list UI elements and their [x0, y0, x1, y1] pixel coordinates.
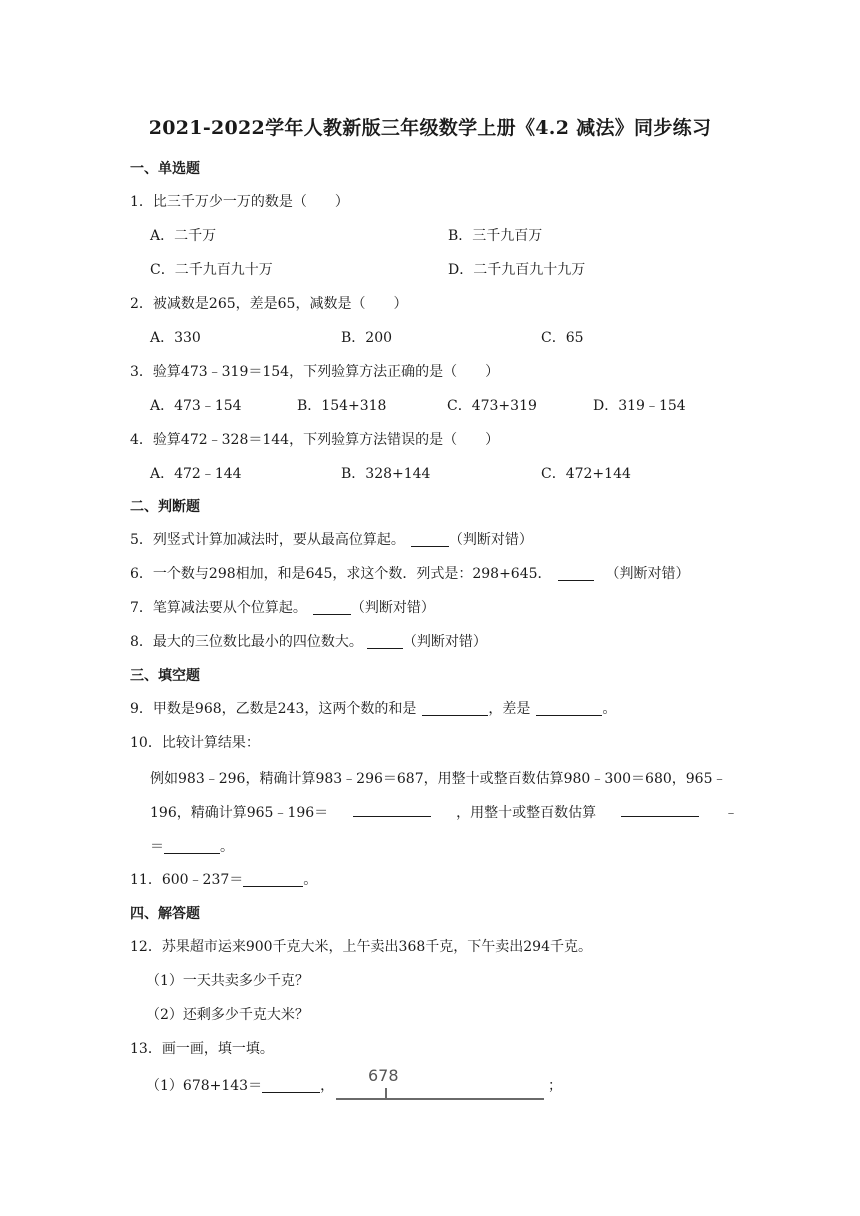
question-10-end: 。: [220, 839, 234, 855]
question-13-equation: （1）678+143＝: [146, 1078, 263, 1094]
question-8-suffix: （判断对错）: [402, 634, 487, 650]
section-heading-solve: 四、解答题: [130, 906, 200, 922]
question-10-line-3: [150, 836, 234, 856]
answer-blank[interactable]: [313, 600, 351, 615]
question-10-estimate-text: ，用整十或整百数估算: [456, 805, 597, 821]
question-1-option-d: D．二千九百九十九万: [448, 262, 586, 278]
question-9-mid: ，差是: [488, 701, 531, 717]
number-line-label: 678: [368, 1066, 399, 1085]
question-10-minus-sign: ﹣: [723, 805, 738, 821]
question-5: [130, 529, 533, 549]
answer-blank[interactable]: [243, 872, 303, 887]
question-11-text: 11．600﹣237＝: [130, 872, 244, 888]
section-heading-fill-blank: 三、填空题: [130, 668, 200, 684]
answer-blank[interactable]: [558, 566, 594, 581]
page-title: 2021-2022学年人教新版三年级数学上册《4.2 减法》同步练习: [148, 117, 712, 139]
answer-blank[interactable]: [367, 634, 403, 649]
question-7: [130, 597, 435, 617]
question-7-suffix: （判断对错）: [350, 600, 435, 616]
question-13-part-1: [146, 1075, 334, 1095]
number-line: [336, 1098, 544, 1100]
question-1-option-c: C．二千九百九十万: [150, 262, 273, 278]
answer-blank-exact[interactable]: [353, 802, 431, 817]
question-9: [130, 698, 616, 718]
question-3-option-b: B．154+318: [297, 398, 387, 414]
question-2-option-a: A．330: [150, 330, 201, 346]
question-9-end: 。: [602, 701, 617, 717]
question-2-option-b: B．200: [341, 330, 393, 346]
question-11-end: 。: [303, 872, 318, 888]
question-4-option-c: C．472+144: [541, 466, 631, 482]
question-4-option-a: A．472﹣144: [150, 466, 242, 482]
question-9-text: 9．甲数是968，乙数是243，这两个数的和是: [130, 701, 417, 717]
question-10-equals: ＝: [150, 839, 164, 855]
question-5-text: 5．列竖式计算加减法时，要从最高位算起。: [130, 532, 405, 548]
question-11: [130, 869, 317, 889]
question-6-text: 6．一个数与298相加，和是645，求这个数．列式是：298+645．: [130, 566, 552, 582]
question-1-stem: 1．比三千万少一万的数是（ ）: [130, 194, 349, 210]
answer-blank-difference[interactable]: [536, 701, 602, 716]
answer-blank[interactable]: [262, 1078, 320, 1093]
question-13-comma: ，: [320, 1078, 335, 1094]
question-10-line-2: [150, 802, 738, 822]
question-3-stem: 3．验算473﹣319＝154，下列验算方法正确的是（ ）: [130, 364, 500, 380]
question-2-option-c: C．65: [541, 330, 584, 346]
question-12-part-1: （1）一天共卖多少千克？: [146, 973, 309, 989]
question-10-exact-text: 196，精确计算965﹣196＝: [150, 805, 329, 821]
question-6-suffix: （判断对错）: [605, 566, 690, 582]
question-10-example-line: 例如983﹣296，精确计算983﹣296＝687，用整十或整百数估算980﹣300＝680，965﹣: [150, 771, 727, 787]
question-4-option-b: B．328+144: [341, 466, 431, 482]
question-4-stem: 4．验算472﹣328＝144，下列验算方法错误的是（ ）: [130, 432, 500, 448]
question-6: [130, 563, 690, 583]
question-12-stem: 12．苏果超市运来900千克大米，上午卖出368千克，下午卖出294千克。: [130, 939, 592, 955]
question-13-stem: 13．画一画，填一填。: [130, 1041, 274, 1057]
question-7-text: 7．笔算减法要从个位算起。: [130, 600, 307, 616]
question-10-stem: 10．比较计算结果：: [130, 735, 260, 751]
section-heading-true-false: 二、判断题: [130, 499, 200, 515]
question-13-semicolon: ；: [548, 1078, 562, 1094]
question-3-option-d: D．319﹣154: [593, 398, 686, 414]
answer-blank-sum[interactable]: [422, 701, 488, 716]
answer-blank[interactable]: [411, 532, 449, 547]
question-3-option-a: A．473﹣154: [150, 398, 242, 414]
question-8: [130, 631, 487, 651]
question-1-option-b: B．三千九百万: [448, 228, 543, 244]
answer-blank-estimate-result[interactable]: [164, 839, 220, 854]
number-line-image: [330, 1060, 546, 1102]
answer-blank-estimate-minuend[interactable]: [621, 802, 699, 817]
section-heading-single-choice: 一、单选题: [130, 161, 200, 177]
question-12-part-2: （2）还剩多少千克大米？: [146, 1007, 309, 1023]
question-2-stem: 2．被减数是265，差是65，减数是（ ）: [130, 296, 408, 312]
question-8-text: 8．最大的三位数比最小的四位数大。: [130, 634, 363, 650]
question-1-option-a: A．二千万: [150, 228, 217, 244]
question-3-option-c: C．473+319: [447, 398, 537, 414]
question-5-suffix: （判断对错）: [448, 532, 533, 548]
